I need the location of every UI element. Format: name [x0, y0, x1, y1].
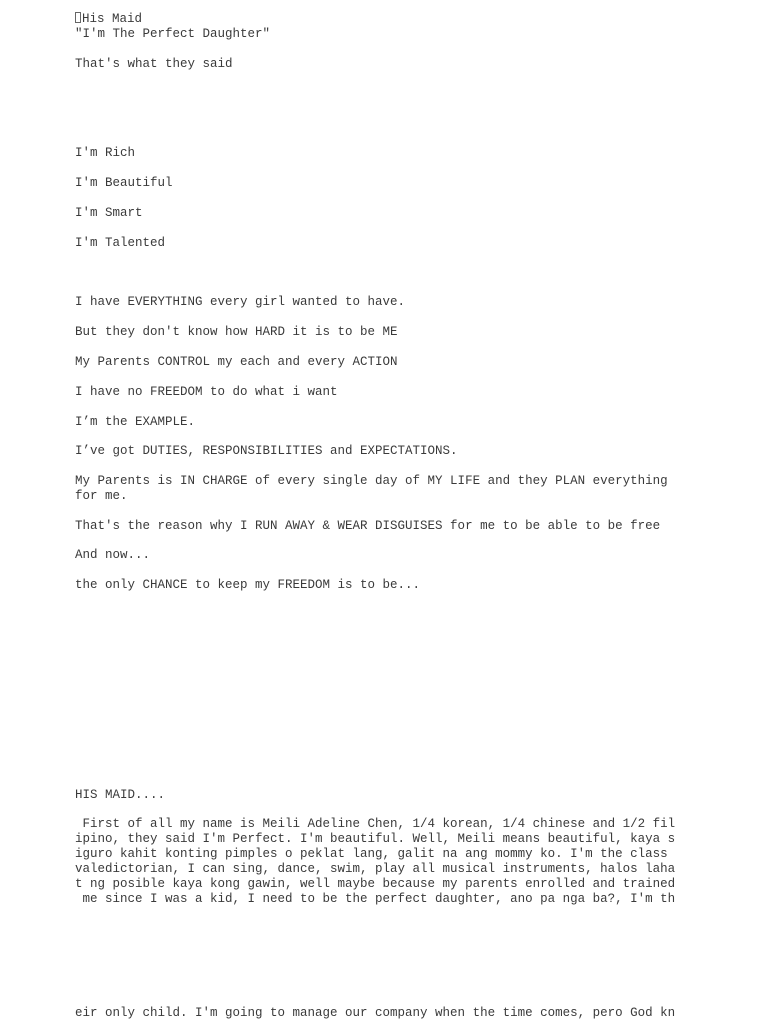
story-line: I’ve got DUTIES, RESPONSIBILITIES and EXPECTATIONS. — [75, 444, 458, 458]
story-line: the only CHANCE to keep my FREEDOM is to be... — [75, 578, 421, 592]
story-line: And now... — [75, 548, 151, 562]
continuation-line: eir only child. I'm going to manage our company when the time comes, pero God kn — [75, 1006, 676, 1020]
story-line: But they don't know how HARD it is to be ME — [75, 325, 398, 339]
missing-glyph-icon — [75, 12, 81, 23]
story-line: I have no FREEDOM to do what i want — [75, 385, 338, 399]
story-line: That's the reason why I RUN AWAY & WEAR DISGUISES for me to be able to be free — [75, 519, 661, 533]
trait-line: I'm Beautiful — [75, 176, 173, 190]
trait-line: I'm Rich — [75, 146, 136, 160]
story-line: I’m the EXAMPLE. — [75, 415, 196, 429]
story-line: I have EVERYTHING every girl wanted to have. — [75, 295, 406, 309]
document-subtitle: "I'm The Perfect Daughter" — [75, 27, 271, 41]
intro-line: That's what they said — [75, 57, 233, 71]
document-title: His Maid — [75, 12, 142, 27]
trait-line: I'm Smart — [75, 206, 143, 220]
trait-line: I'm Talented — [75, 236, 166, 250]
story-paragraph: First of all my name is Meili Adeline Chen, 1/4 korean, 1/4 chinese and 1/2 fil ipino, they said I'm Perfect. I'm beautiful. Well, Meili means beautiful, kaya s iguro kahit konting pimples o peklat lang, galit na ang mommy ko. I'm the class valedictorian, I can sing, dance, swim, play all musical instruments, halos laha t ng posible kaya kong gawin, well maybe because my parents enrolled and trained me since I was a kid, I need to be the perfect daughter, ano pa nga ba?, I'm th — [75, 817, 676, 906]
story-line: My Parents is IN CHARGE of every single day of MY LIFE and they PLAN everything for me. — [75, 474, 668, 503]
story-line: My Parents CONTROL my each and every ACTION — [75, 355, 398, 369]
section-heading: HIS MAID.... — [75, 788, 166, 802]
